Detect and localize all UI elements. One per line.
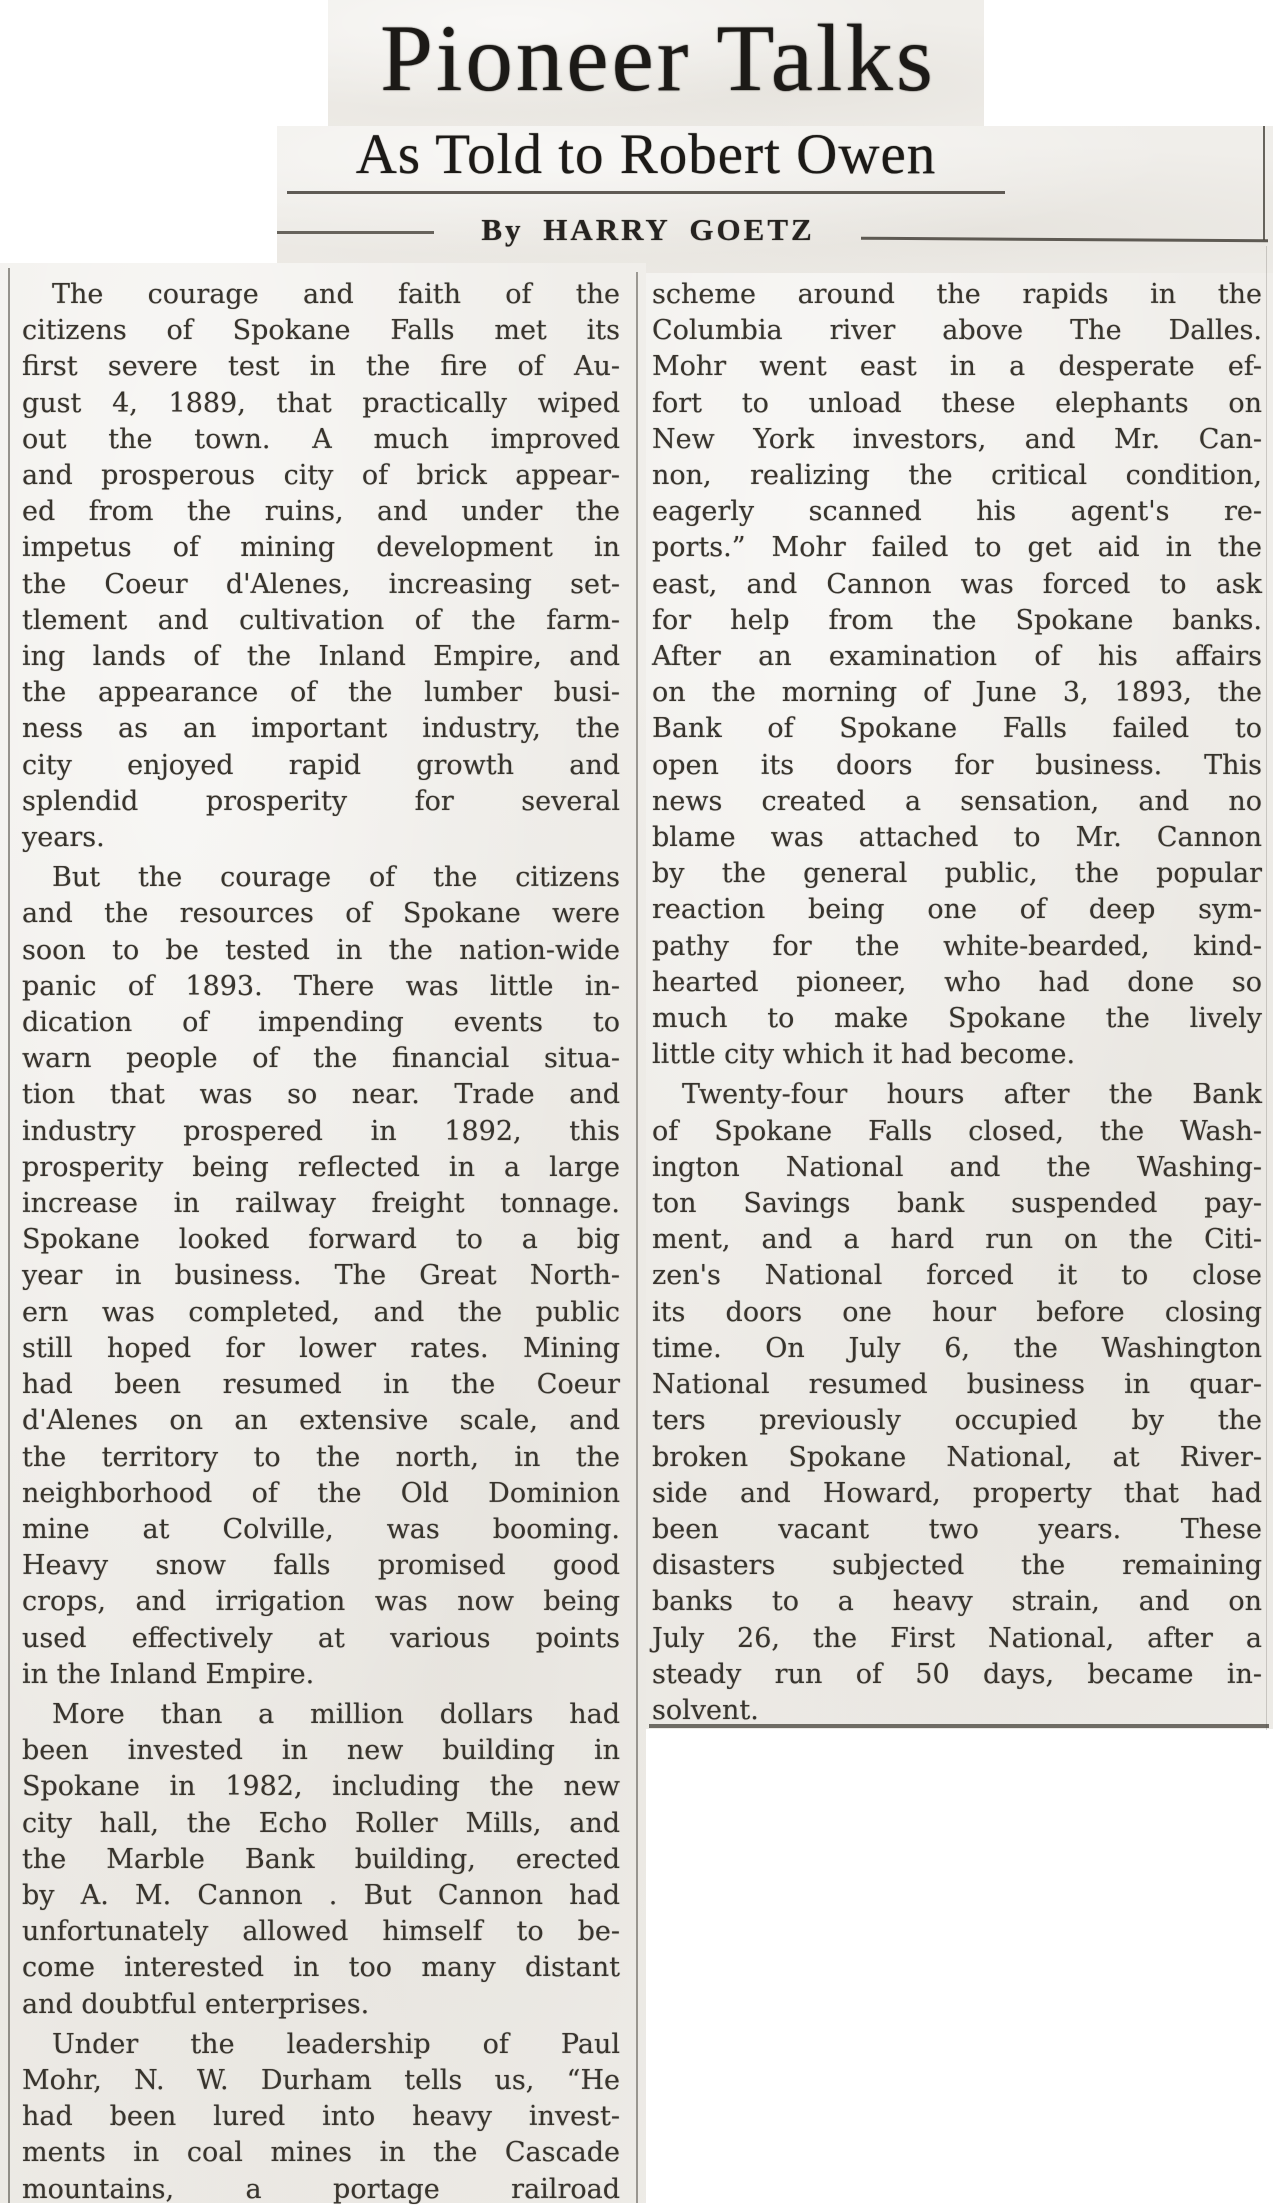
text-line: d'Alenes on an extensive scale, and bbox=[22, 1405, 620, 1437]
text-line: by A. M. Cannon . But Cannon had bbox=[22, 1879, 620, 1911]
text-line: the Marble Bank building, erected bbox=[22, 1843, 620, 1875]
text-line: steady run of 50 days, became in- bbox=[652, 1658, 1262, 1690]
text-line: Columbia river above The Dalles. bbox=[652, 315, 1262, 347]
text-line: much to make Spokane the lively bbox=[652, 1003, 1262, 1035]
text-line: and the resources of Spokane were bbox=[22, 898, 620, 930]
text-line: July 26, the First National, after a bbox=[652, 1622, 1262, 1654]
text-line: time. On July 6, the Washington bbox=[652, 1332, 1262, 1364]
text-line: blame was attached to Mr. Cannon bbox=[652, 822, 1262, 854]
text-line: east, and Cannon was forced to ask bbox=[652, 568, 1262, 600]
text-line: impetus of mining development in bbox=[22, 532, 620, 564]
byline-left-rule bbox=[277, 231, 434, 234]
text-line: Mohr, N. W. Durham tells us, “He bbox=[22, 2064, 620, 2096]
text-line: side and Howard, property that had bbox=[652, 1477, 1262, 1509]
text-line: city enjoyed rapid growth and bbox=[22, 749, 620, 781]
text-line: little city which it had become. bbox=[652, 1039, 1076, 1071]
paragraph bbox=[22, 860, 620, 1693]
text-line: New York investors, and Mr. Can- bbox=[652, 423, 1262, 455]
text-line: in the Inland Empire. bbox=[22, 1658, 315, 1690]
paragraph bbox=[22, 1697, 620, 2023]
column-divider-line bbox=[636, 272, 638, 2203]
text-line: broken Spokane National, at River- bbox=[652, 1441, 1262, 1473]
text-line: gust 4, 1889, that practically wiped bbox=[22, 387, 620, 419]
text-line: out the town. A much improved bbox=[22, 423, 620, 455]
text-line: ing lands of the Inland Empire, and bbox=[22, 641, 620, 673]
article-subtitle: As Told to Robert Owen bbox=[355, 123, 937, 186]
left-column-border-line bbox=[8, 268, 10, 2203]
text-line: National resumed business in quar- bbox=[652, 1369, 1262, 1401]
text-line: neighborhood of the Old Dominion bbox=[22, 1477, 620, 1509]
text-line: ington National and the Washing- bbox=[652, 1151, 1262, 1183]
text-line: on the morning of June 3, 1893, the bbox=[652, 677, 1262, 709]
text-line: its doors one hour before closing bbox=[652, 1296, 1262, 1328]
text-line: the appearance of the lumber busi- bbox=[22, 677, 620, 709]
text-line: Twenty-four hours after the Bank bbox=[682, 1079, 1262, 1111]
text-line: Bank of Spokane Falls failed to bbox=[652, 713, 1262, 745]
text-line: the territory to the north, in the bbox=[22, 1441, 620, 1473]
text-line: Spokane in 1982, including the new bbox=[22, 1771, 620, 1803]
article-column-right bbox=[652, 277, 1262, 1733]
paragraph bbox=[652, 277, 1262, 1073]
text-line: hearted pioneer, who had done so bbox=[652, 966, 1262, 998]
text-line: splendid prosperity for several bbox=[22, 785, 620, 817]
text-line: industry prospered in 1892, this bbox=[22, 1115, 620, 1147]
text-line: zen's National forced it to close bbox=[652, 1260, 1262, 1292]
text-line: soon to be tested in the nation-wide bbox=[22, 934, 620, 966]
text-line: for help from the Spokane banks. bbox=[652, 604, 1262, 636]
text-line: come interested in too many distant bbox=[22, 1952, 620, 1984]
paragraph bbox=[22, 277, 620, 856]
text-line: Heavy snow falls promised good bbox=[22, 1550, 620, 1582]
text-line: years. bbox=[22, 822, 105, 854]
text-line: disasters subjected the remaining bbox=[652, 1550, 1262, 1582]
text-line: open its doors for business. This bbox=[652, 749, 1262, 781]
text-line: reaction being one of deep sym- bbox=[652, 894, 1262, 926]
paragraph bbox=[22, 2027, 620, 2208]
text-line: Spokane looked forward to a big bbox=[22, 1224, 620, 1256]
text-line: fort to unload these elephants on bbox=[652, 387, 1262, 419]
text-line: first severe test in the fire of Au- bbox=[22, 351, 620, 383]
article-title: Pioneer Talks bbox=[380, 5, 936, 111]
text-line: Under the leadership of Paul bbox=[52, 2028, 620, 2060]
text-line: by the general public, the popular bbox=[652, 858, 1262, 890]
text-line: prosperity being reflected in a large bbox=[22, 1151, 620, 1183]
text-line: scheme around the rapids in the bbox=[652, 279, 1262, 310]
text-line: of Spokane Falls closed, the Wash- bbox=[652, 1115, 1262, 1147]
text-line: ters previously occupied by the bbox=[652, 1405, 1262, 1437]
text-line: The courage and faith of the bbox=[52, 279, 620, 310]
top-right-border-line bbox=[1263, 126, 1265, 240]
text-line: ern was completed, and the public bbox=[22, 1296, 620, 1328]
text-line: dication of impending events to bbox=[22, 1007, 620, 1039]
text-line: tion that was so near. Trade and bbox=[22, 1079, 620, 1111]
text-line: been invested in new building in bbox=[22, 1735, 620, 1767]
text-line: non, realizing the critical condition, bbox=[652, 460, 1262, 492]
text-line: and prosperous city of brick appear- bbox=[22, 460, 620, 492]
text-line: citizens of Spokane Falls met its bbox=[22, 315, 620, 347]
text-line: ness as an important industry, the bbox=[22, 713, 620, 745]
text-line: But the courage of the citizens bbox=[52, 862, 620, 894]
text-line: still hoped for lower rates. Mining bbox=[22, 1332, 620, 1364]
text-line: ton Savings bank suspended pay- bbox=[652, 1188, 1262, 1220]
text-line: More than a million dollars had bbox=[52, 1698, 620, 1730]
text-line: news created a sensation, and no bbox=[652, 785, 1262, 817]
text-line: mountains, a portage railroad bbox=[22, 2173, 620, 2205]
text-line: warn people of the financial situa- bbox=[22, 1043, 620, 1075]
text-line: year in business. The Great North- bbox=[22, 1260, 620, 1292]
article-column-left bbox=[22, 277, 620, 2212]
text-line: used effectively at various points bbox=[22, 1622, 620, 1654]
article-byline: By HARRY GOETZ bbox=[481, 212, 815, 247]
text-line: pathy for the white-bearded, kind- bbox=[652, 930, 1262, 962]
text-line: ment, and a hard run on the Citi- bbox=[652, 1224, 1262, 1256]
text-line: been vacant two years. These bbox=[652, 1513, 1262, 1545]
text-line: unfortunately allowed himself to be- bbox=[22, 1916, 620, 1948]
text-line: banks to a heavy strain, and on bbox=[652, 1586, 1262, 1618]
text-line: eagerly scanned his agent's re- bbox=[652, 496, 1262, 528]
text-line: solvent. bbox=[652, 1694, 759, 1726]
paragraph bbox=[652, 1077, 1262, 1729]
text-line: ed from the ruins, and under the bbox=[22, 496, 620, 528]
text-line: After an examination of his affairs bbox=[652, 641, 1262, 673]
right-column-border-line bbox=[1266, 246, 1267, 1730]
text-line: tlement and cultivation of the farm- bbox=[22, 604, 620, 636]
text-line: and doubtful enterprises. bbox=[22, 1988, 370, 2020]
text-line: panic of 1893. There was little in- bbox=[22, 970, 620, 1002]
text-line: the Coeur d'Alenes, increasing set- bbox=[22, 568, 620, 600]
text-line: increase in railway freight tonnage. bbox=[22, 1188, 620, 1220]
subtitle-underline-rule bbox=[287, 191, 1005, 194]
text-line: had been lured into heavy invest- bbox=[22, 2101, 620, 2133]
text-line: crops, and irrigation was now being bbox=[22, 1586, 620, 1618]
text-line: mine at Colville, was booming. bbox=[22, 1513, 620, 1545]
text-line: ports.” Mohr failed to get aid in the bbox=[652, 532, 1262, 564]
text-line: had been resumed in the Coeur bbox=[22, 1369, 620, 1401]
text-line: Mohr went east in a desperate ef- bbox=[652, 351, 1262, 383]
text-line: ments in coal mines in the Cascade bbox=[22, 2137, 620, 2169]
text-line: city hall, the Echo Roller Mills, and bbox=[22, 1807, 620, 1839]
